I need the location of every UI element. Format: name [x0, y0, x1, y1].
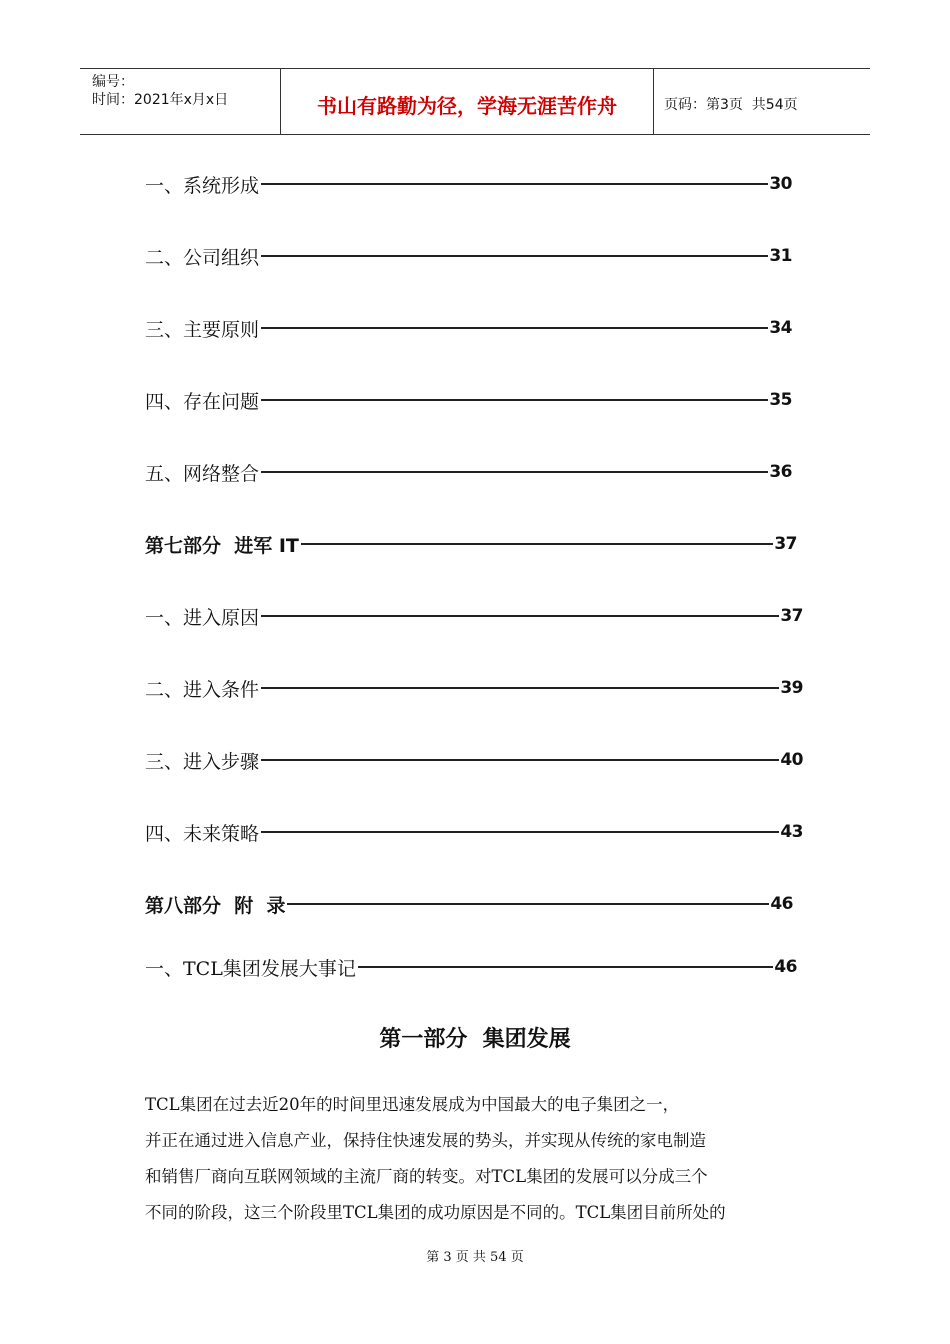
toc-leader [287, 903, 769, 905]
toc-entry[interactable] [145, 385, 792, 415]
header-motto: 书山有路勤为径，学海无涯苦作舟 [281, 69, 654, 134]
toc-entry-label: 一、TCL集团发展大事记 [145, 957, 356, 980]
toc-entry-label: 四、存在问题 [145, 390, 260, 413]
toc-leader [358, 966, 773, 968]
toc-entry-label: 三、主要原则 [145, 318, 260, 341]
header-page-label: 页码：第3页 共54页 [664, 96, 798, 113]
paragraph-line: 不同的阶段，这三个阶段里TCL集团的成功原因是不同的。TCL集团目前所处的 [145, 1203, 726, 1222]
toc-entry-label: 一、系统形成 [145, 174, 260, 197]
toc-entry-label: 四、未来策略 [145, 822, 260, 845]
toc-entry-page: 40 [780, 750, 803, 770]
toc-entry-page: 34 [769, 318, 792, 338]
toc-entry-page: 37 [774, 534, 797, 554]
toc-entry-label: 第八部分 附 录 [145, 894, 286, 917]
paragraph-line: TCL集团在过去近20年的时间里迅速发展成为中国最大的电子集团之一， [145, 1095, 680, 1114]
toc-entry-label: 二、进入条件 [145, 678, 260, 701]
page-footer: 第 3 页 共 54 页 [426, 1250, 524, 1265]
toc-entry-label: 第七部分 进军 IT [145, 534, 299, 557]
toc-entry-label: 二、公司组织 [145, 246, 260, 269]
toc-entry-label: 三、进入步骤 [145, 750, 260, 773]
toc-entry-page: 31 [769, 246, 792, 266]
toc-entry[interactable] [145, 673, 803, 703]
toc-entry-label: 一、进入原因 [145, 606, 260, 629]
toc-leader [261, 327, 768, 329]
toc-entry-page: 35 [769, 390, 792, 410]
toc-entry[interactable] [145, 169, 792, 199]
toc-entry[interactable] [145, 745, 803, 775]
toc-part-heading[interactable] [145, 889, 793, 919]
page-header [80, 68, 870, 135]
doc-number-label: 编号： [92, 74, 134, 90]
toc-leader [261, 183, 768, 185]
toc-entry-label: 五、网络整合 [145, 462, 260, 485]
toc-entry[interactable] [145, 241, 792, 271]
toc-leader [261, 615, 779, 617]
toc-entry-page: 37 [780, 606, 803, 626]
paragraph-line: 和销售厂商向互联网领域的主流厂商的转变。对TCL集团的发展可以分成三个 [145, 1167, 708, 1186]
toc-leader [261, 399, 768, 401]
toc-entry[interactable] [145, 601, 803, 631]
toc-entry[interactable] [145, 817, 803, 847]
toc-leader [261, 759, 779, 761]
toc-entry[interactable] [145, 457, 792, 487]
toc-part-heading[interactable] [145, 529, 797, 559]
toc-leader [261, 255, 768, 257]
toc-leader [261, 687, 779, 689]
toc-entry[interactable] [145, 313, 792, 343]
body-paragraph [145, 1087, 810, 1231]
toc-entry-page: 43 [780, 822, 803, 842]
header-meta [80, 69, 281, 134]
toc-entry[interactable] [145, 952, 797, 982]
toc-entry-page: 46 [770, 894, 793, 914]
toc-entry-page: 46 [774, 957, 797, 977]
time-label: 时间：2021年x月x日 [92, 92, 229, 108]
toc-leader [301, 543, 773, 545]
toc-entry-page: 39 [780, 678, 803, 698]
toc-leader [261, 471, 768, 473]
paragraph-line: 并正在通过进入信息产业，保持住快速发展的势头，并实现从传统的家电制造 [145, 1131, 706, 1150]
section-title: 第一部分 集团发展 [379, 1027, 571, 1052]
toc-entry-page: 36 [769, 462, 792, 482]
toc-leader [261, 831, 779, 833]
toc-entry-page: 30 [769, 174, 792, 194]
